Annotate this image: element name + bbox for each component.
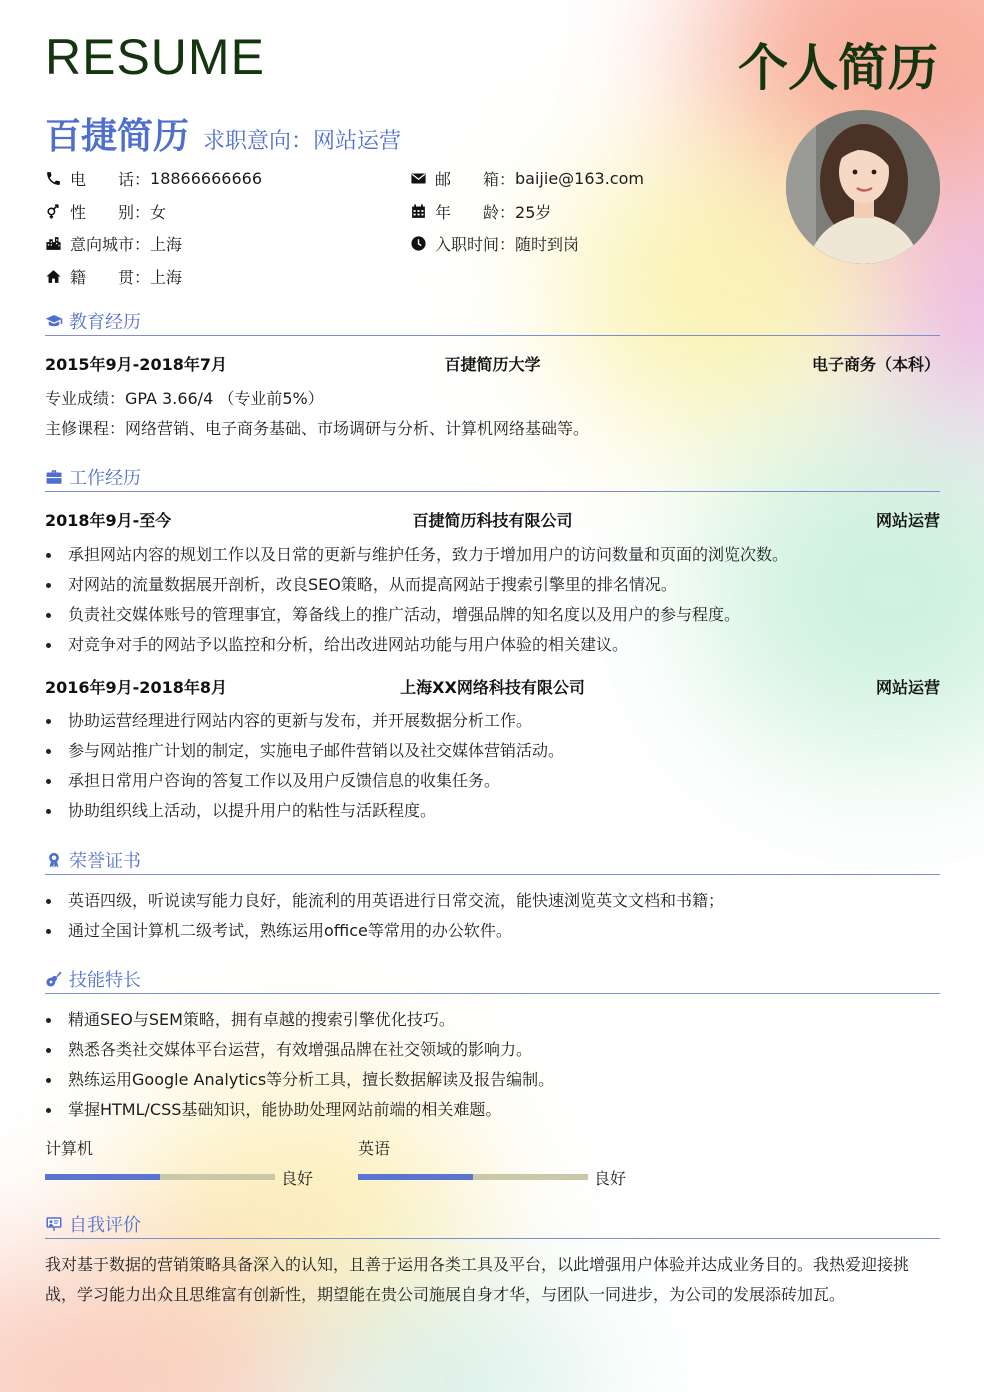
info-label: 籍 贯： — [70, 267, 151, 287]
skill-name: 英语 — [358, 1139, 391, 1158]
info-label: 电 话： — [70, 169, 151, 189]
list-item: 承担网站内容的规划工作以及日常的更新与维护任务，致力于增加用户的访问数量和页面的浏览次数。 — [45, 540, 940, 570]
info-value: 上海 — [150, 267, 183, 287]
education-degree: 电子商务（本科） — [811, 355, 940, 374]
info-label: 意向城市： — [70, 234, 151, 254]
list-item: 对网站的流量数据展开剖析，改良SEO策略，从而提高网站于搜索引擎里的排名情况。 — [45, 570, 940, 600]
presentation-icon — [45, 1215, 63, 1233]
info-age — [410, 199, 551, 223]
home-icon — [45, 268, 62, 285]
award-icon — [45, 851, 63, 869]
skill-bar-fill — [358, 1174, 473, 1180]
section-title: 教育经历 — [69, 312, 141, 333]
skill-bar — [45, 1174, 275, 1180]
list-item: 对竞争对手的网站予以监控和分析，给出改进网站功能与用户体验的相关建议。 — [45, 630, 940, 660]
job-row — [45, 508, 940, 531]
job-period: 2016年9月-2018年8月 — [45, 678, 227, 697]
section-title: 工作经历 — [69, 468, 141, 489]
info-value: 随时到岗 — [515, 234, 580, 254]
section-title: 技能特长 — [69, 970, 141, 991]
skill-level: 良好 — [281, 1169, 314, 1188]
work-header — [45, 463, 940, 492]
skill-bar-fill — [45, 1174, 160, 1180]
clock-icon — [410, 235, 427, 252]
info-hometown — [45, 264, 182, 288]
info-value: 上海 — [150, 234, 183, 254]
skill-level: 良好 — [594, 1169, 627, 1188]
job-row — [45, 675, 940, 698]
list-item: 掌握HTML/CSS基础知识，能协助处理网站前端的相关难题。 — [45, 1095, 940, 1125]
guitar-icon — [45, 970, 63, 988]
list-item: 通过全国计算机二级考试，熟练运用office等常用的办公软件。 — [45, 916, 940, 946]
education-row — [45, 352, 940, 375]
honors-header — [45, 846, 940, 875]
candidate-name: 百捷简历 — [45, 116, 190, 157]
education-header — [45, 307, 940, 336]
list-item: 承担日常用户咨询的答复工作以及用户反馈信息的收集任务。 — [45, 766, 940, 796]
info-label: 年 龄： — [435, 202, 516, 222]
info-gender — [45, 199, 166, 223]
job-position: 网站运营 — [875, 511, 940, 530]
info-value: 18866666666 — [150, 168, 262, 188]
mail-icon — [410, 170, 427, 187]
info-city — [45, 231, 182, 255]
resume-word: RESUME — [45, 29, 265, 85]
info-value: 25岁 — [515, 202, 552, 222]
list-item: 负责社交媒体账号的管理事宜，筹备线上的推广活动，增强品牌的知名度以及用户的参与程度。 — [45, 600, 940, 630]
job-position: 网站运营 — [875, 678, 940, 697]
self-eval-text: 我对基于数据的营销策略具备深入的认知，且善于运用各类工具及平台，以此增强用户体验并达成业务目的。我热爱迎接挑战，学习能力出众且思维富有创新性，期望能在贵公司施展自身才华，与团队一同进步，为公司的发展添砖加瓦。 — [45, 1255, 910, 1304]
self-eval-header — [45, 1210, 940, 1239]
job-company: 上海XX网络科技有限公司 — [400, 678, 585, 697]
skills-header — [45, 965, 940, 994]
list-item: 精通SEO与SEM策略，拥有卓越的搜索引擎优化技巧。 — [45, 1005, 940, 1035]
info-value: baijie@163.com — [515, 168, 644, 188]
info-value: 女 — [150, 202, 167, 222]
section-title: 荣誉证书 — [69, 851, 141, 872]
info-phone — [45, 166, 262, 190]
list-item: 参与网站推广计划的制定，实施电子邮件营销以及社交媒体营销活动。 — [45, 736, 940, 766]
info-label: 性 别： — [70, 202, 151, 222]
job-duties — [45, 706, 940, 826]
phone-icon — [45, 170, 62, 187]
education-period: 2015年9月-2018年7月 — [45, 355, 227, 374]
calendar-icon — [410, 203, 427, 220]
education-gpa: 专业成绩：GPA 3.66/4 （专业前5%） — [45, 389, 324, 408]
skill-name: 计算机 — [45, 1139, 94, 1158]
list-item: 熟练运用Google Analytics等分析工具，擅长数据解读及报告编制。 — [45, 1065, 940, 1095]
job-period: 2018年9月-至今 — [45, 511, 172, 530]
graduation-cap-icon — [45, 312, 63, 330]
briefcase-icon — [45, 468, 63, 486]
list-item: 熟悉各类社交媒体平台运营，有效增强品牌在社交领域的影响力。 — [45, 1035, 940, 1065]
skills-list — [45, 1005, 940, 1125]
job-duties — [45, 540, 940, 660]
city-icon — [45, 235, 62, 252]
education-school: 百捷简历大学 — [444, 355, 541, 374]
info-start-date — [410, 231, 579, 255]
gender-icon — [45, 203, 62, 220]
name-row — [45, 108, 401, 159]
info-email — [410, 166, 644, 190]
list-item: 协助运营经理进行网站内容的更新与发布，并开展数据分析工作。 — [45, 706, 940, 736]
list-item: 英语四级，听说读写能力良好，能流利的用英语进行日常交流，能快速浏览英文文档和书籍； — [45, 886, 940, 916]
education-courses: 主修课程：网络营销、电子商务基础、市场调研与分析、计算机网络基础等。 — [45, 419, 590, 438]
info-label: 邮 箱： — [435, 169, 516, 189]
section-title: 自我评价 — [69, 1215, 141, 1236]
honors-list — [45, 886, 940, 946]
info-label: 入职时间： — [435, 234, 516, 254]
job-company: 百捷简历科技有限公司 — [412, 511, 573, 530]
list-item: 协助组织线上活动，以提升用户的粘性与活跃程度。 — [45, 796, 940, 826]
skill-bar — [358, 1174, 588, 1180]
resume-title: 个人简历 — [738, 39, 938, 97]
job-target: 求职意向：网站运营 — [203, 129, 402, 154]
avatar — [786, 110, 940, 264]
